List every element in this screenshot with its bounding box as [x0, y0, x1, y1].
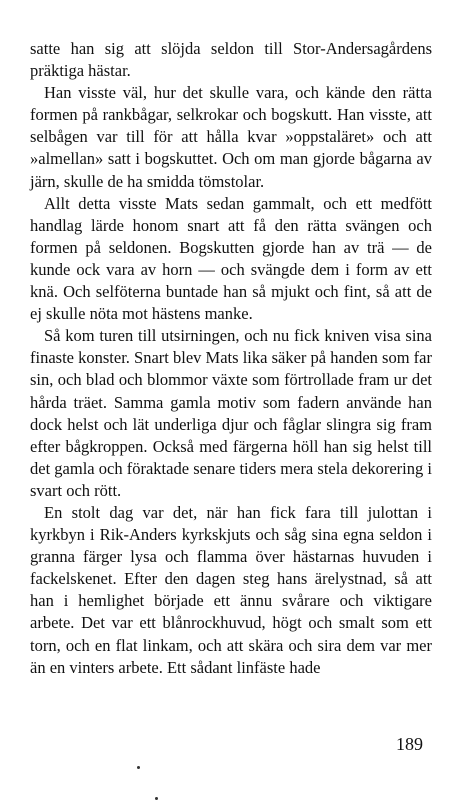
print-speck	[137, 766, 140, 769]
paragraph: Allt detta visste Mats sedan gammalt, och ett medfött handlag lärde honom snart att få den rätta svängen och formen på seldonen. Bogskutten gjorde han av trä — de kunde ock vara av horn — och svängde dem i form av ett knä. Och selföterna buntade han så mjukt och fint, så att de ej skulle nöta mot hästens manke.	[30, 193, 432, 324]
paragraph: satte han sig att slöjda seldon till Stor-Andersagårdens präktiga hästar.	[30, 39, 432, 81]
body-text	[30, 38, 432, 679]
paragraph: En stolt dag var det, när han fick fara till julottan i kyrkbyn i Rik-Anders kyrkskjuts och såg sina egna seldon i granna färger lysa och flamma över hästarnas huvuden i fackelskenet. Efter den dagen steg hans ärelystnad, så att han i hemlighet började ett ännu svårare och viktigare arbete. Det var ett blånrockhuvud, högt och smalt som ett torn, och en flat linkam, och att skära och sira dem var mer än en vinters arbete. Ett sådant linfäste hade	[30, 502, 432, 677]
page-number: 189	[396, 734, 423, 754]
paragraph: Han visste väl, hur det skulle vara, och kände den rätta formen på rankbågar, selkrokar och bogskutt. Han visste, att selbågen var till för att hålla kvar »oppstaläret» och att »almellan» satt i bogskuttet. Och om man gjorde bågarna av järn, skulle de ha smidda tömstolar.	[30, 83, 432, 191]
paragraph: Så kom turen till utsirningen, och nu fick kniven visa sina finaste konster. Snart blev Mats lika säker på handen som far sin, och blad och blommor växte som förtrollade fram ur det hårda träet. Samma gamla motiv som fadern använde han dock helst och lät underliga djur och fåglar slingra sig fram efter bågkroppen. Också med färgerna höll han sig helst till det gamla och föraktade senare tiders mera stela dekorering i svart och rött.	[30, 326, 432, 500]
